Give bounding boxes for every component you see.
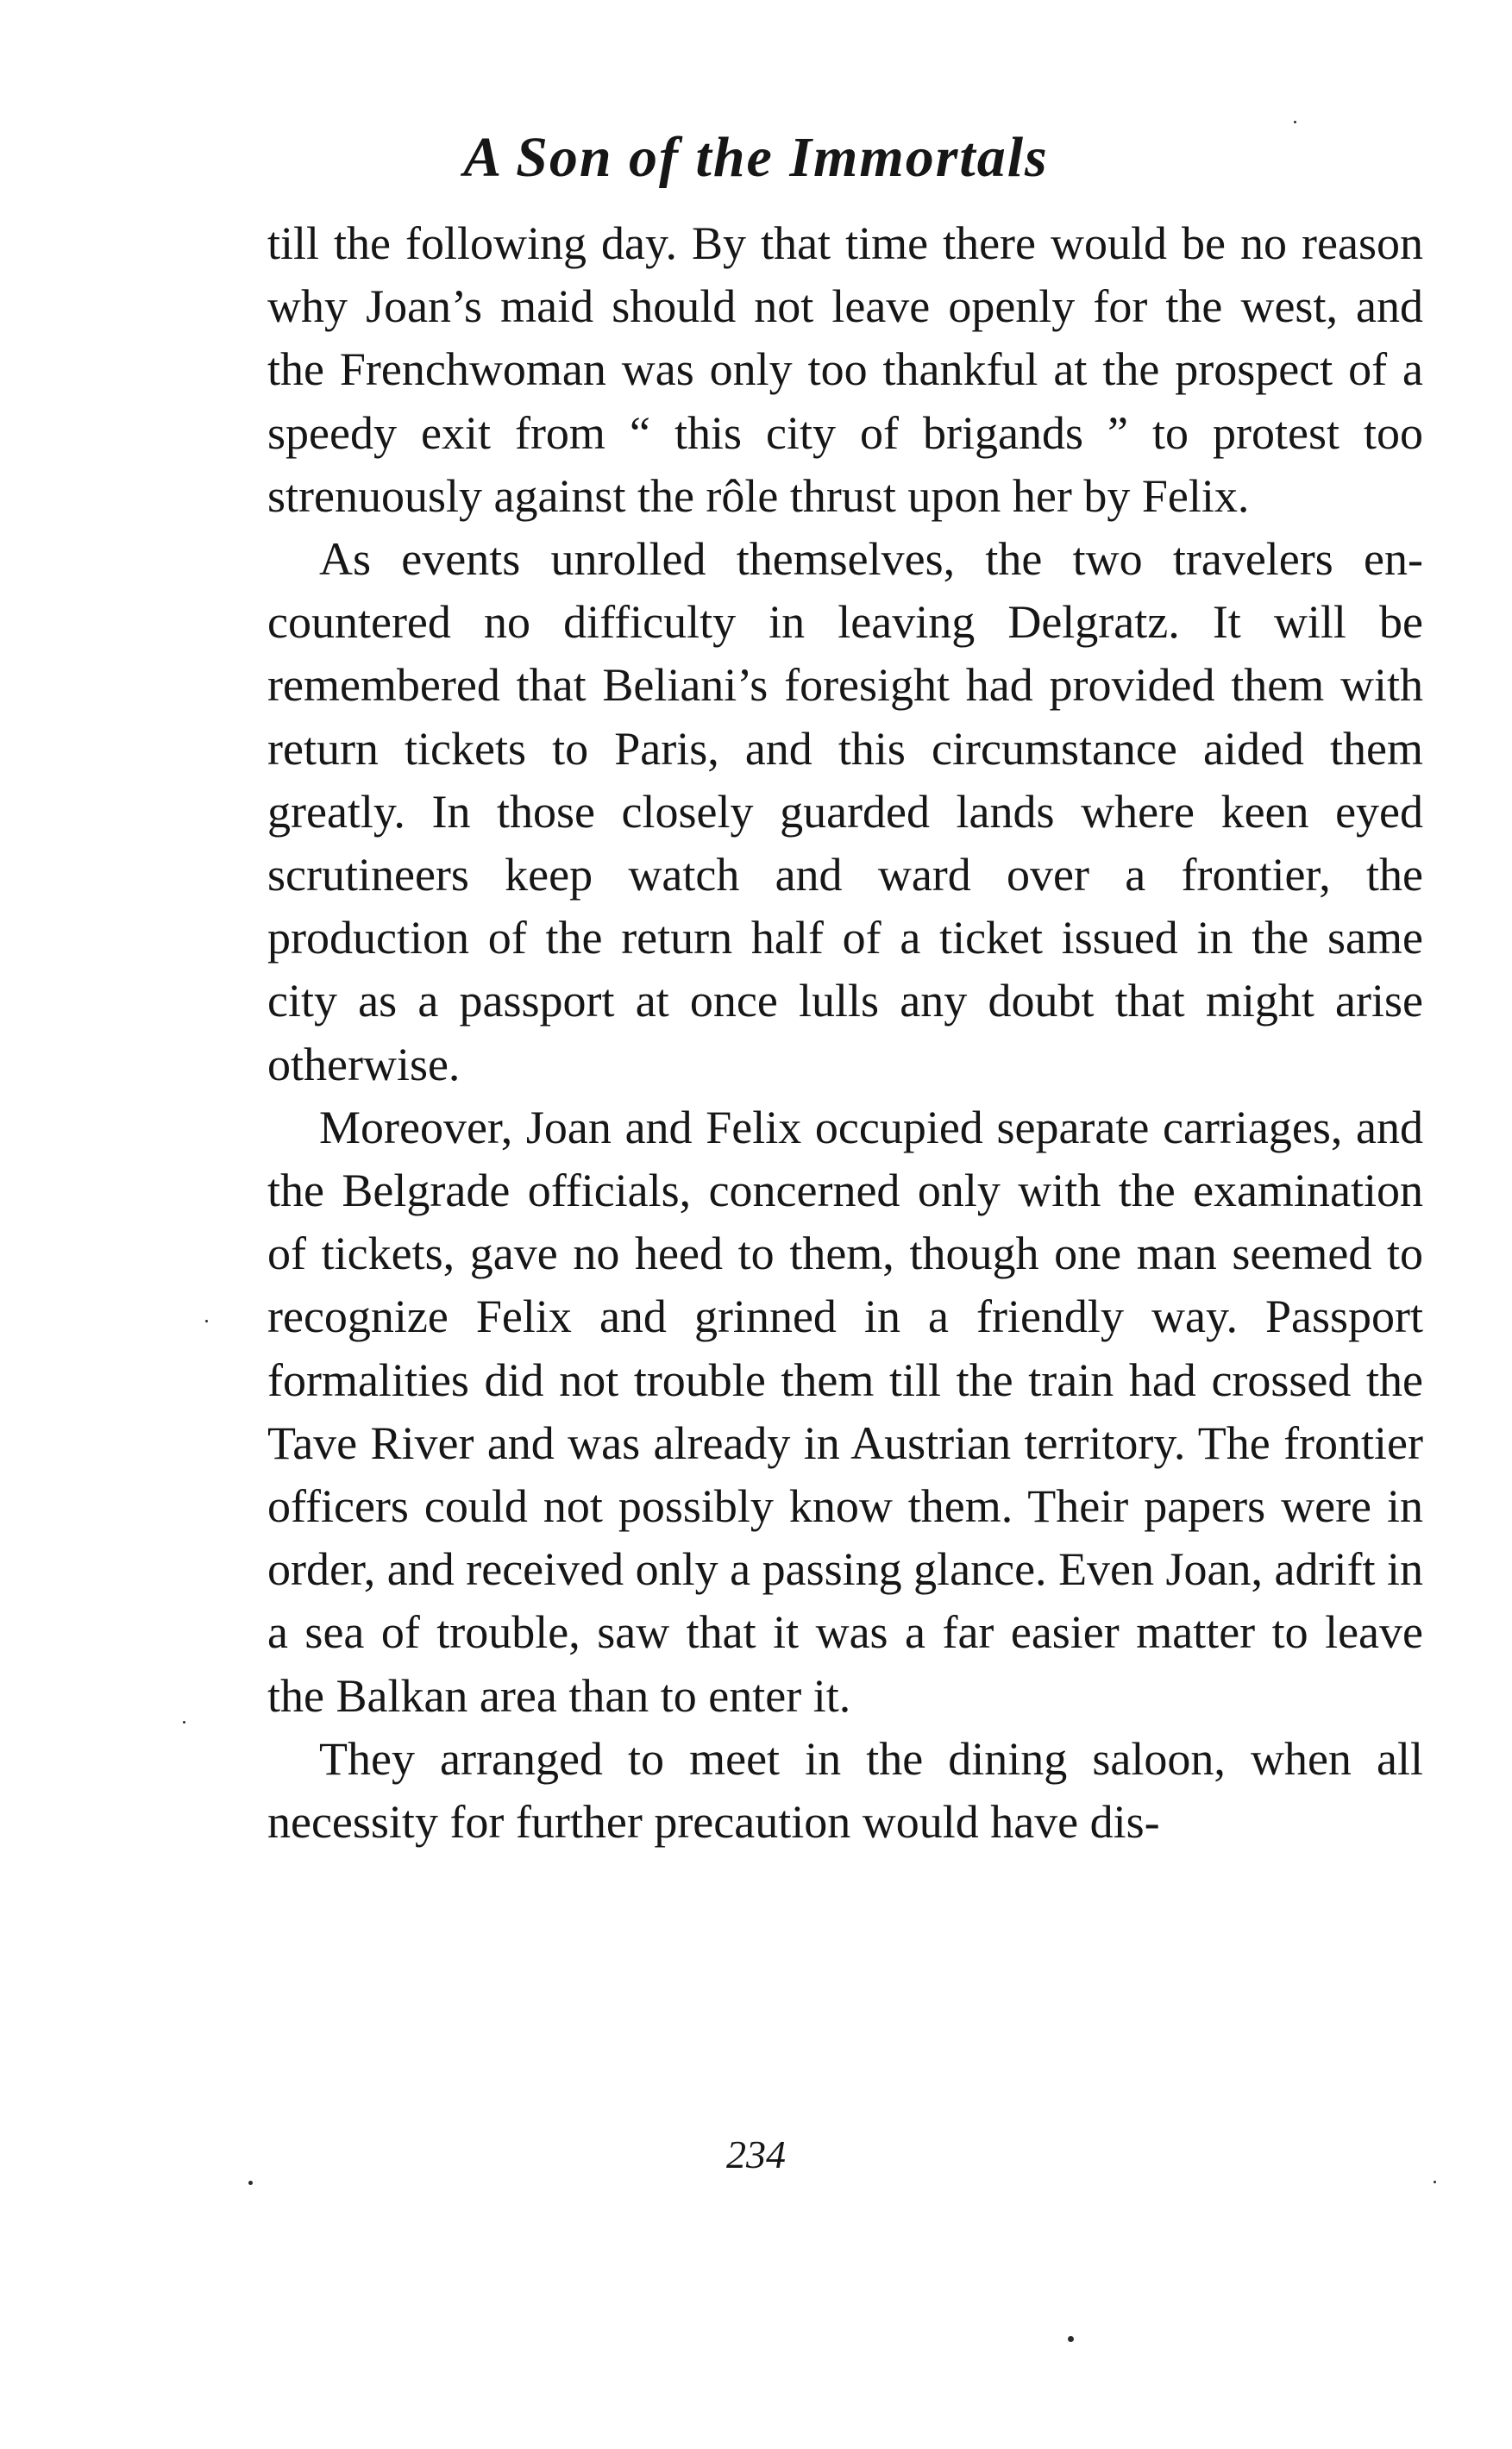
paragraph-1: till the following day. By that time there would be no reason why Joan’s maid should not leave openly for the west, and the Frenchwoman was only too thankful at the prospect of a speedy exit from “ this city of brigands ” to protest too strenuously against the rôle thrust upon her by Felix. [267,217,1423,522]
paragraph-4: They arranged to meet in the dining saloon, when all necessity for further precaution would have dis- [267,1732,1423,1849]
scan-speck [1294,121,1296,123]
scan-speck [1434,2181,1436,2183]
scan-speck [205,1320,208,1322]
page-number: 234 [726,2132,786,2176]
running-head: A Son of the Immortals [463,126,1049,189]
scan-speck [183,1721,185,1724]
paragraph-2: As events unrolled themselves, the two travelers encountered no difficulty in leaving Delgratz. It will be remembered that Beliani’s foresight had provided them with return tickets to Paris, and this circumstance aided them greatly. In those closely guarded lands where keen eyed scrutineers keep watch and ward over a frontier, the production of the return half of a ticket issued in the same city as a passport at once lulls any doubt that might arise otherwise. [267,533,1423,1090]
body-text [267,212,1423,1854]
scan-speck [1068,2336,1074,2342]
scan-speck [248,2181,253,2185]
paragraph-3: Moreover, Joan and Felix occupied separate carriages, and the Belgrade officials, concerned only with the examination of tickets, gave no heed to them, though one man seemed to recognize Felix and grinned in a friendly way. Passport formalities did not trouble them till the train had crossed the Tave River and was already in Austrian territory. The frontier officers could not possibly know them. Their papers were in order, and received only a passing glance. Even Joan, adrift in a sea of trouble, saw that it was a far easier matter to leave the Balkan area than to enter it. [267,1101,1423,1722]
